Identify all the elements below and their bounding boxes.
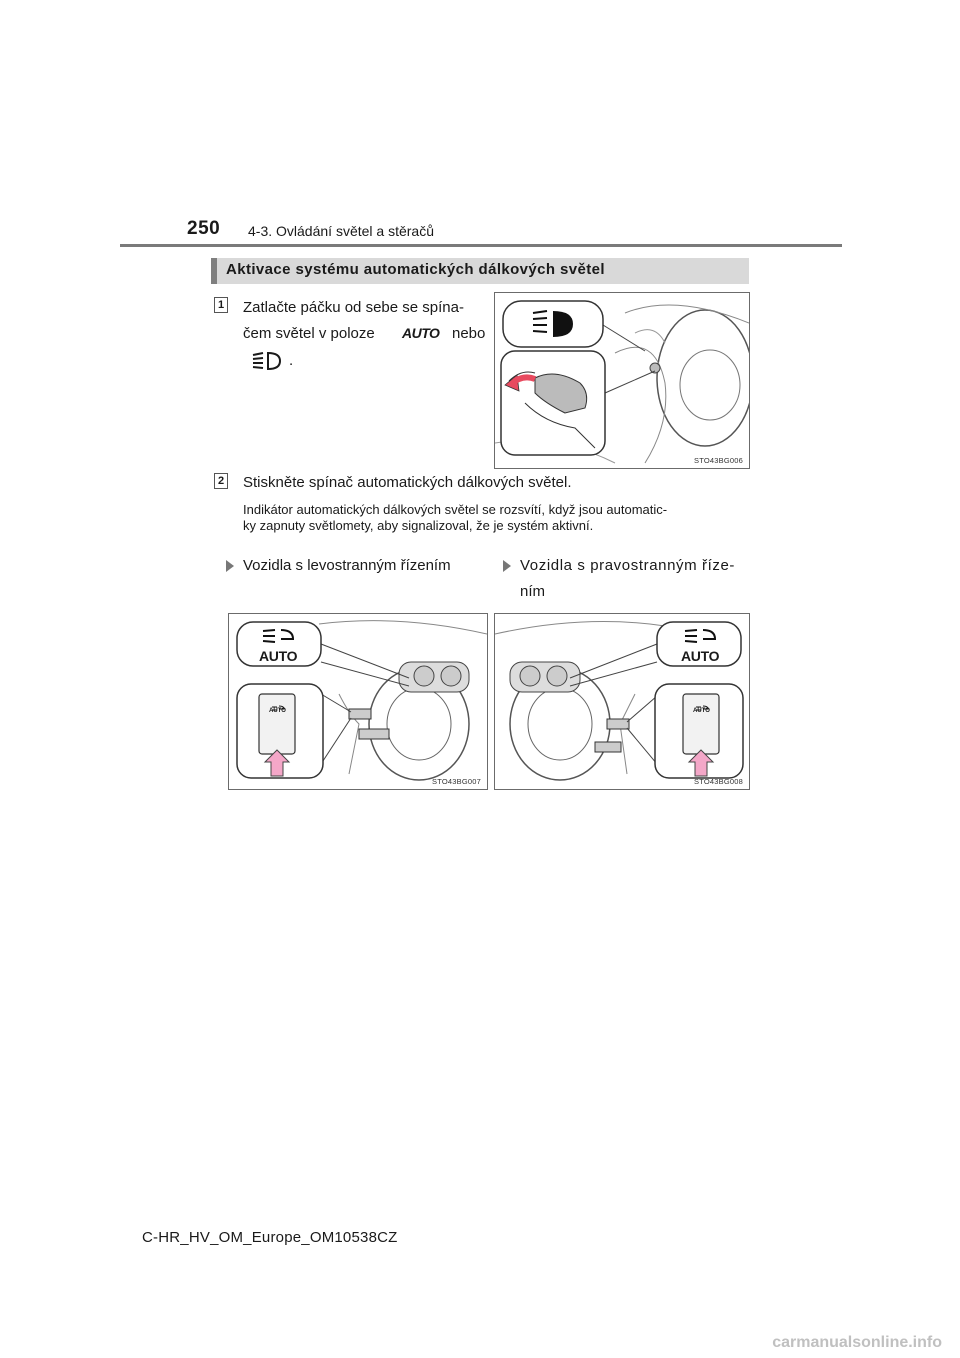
step-1-badge: 1 xyxy=(214,297,228,313)
banner-accent-bar xyxy=(211,258,217,284)
banner-title: Aktivace systému automatických dálkových světel xyxy=(226,261,605,278)
callout-auto-text: AUTO xyxy=(259,648,298,664)
variant-right-label-line2: ním xyxy=(520,583,546,600)
auto-position-icon: AUTO xyxy=(402,325,440,341)
button-headlight-icon xyxy=(271,700,285,708)
step-1-line2a: čem světel v poloze xyxy=(243,325,375,342)
callout-auto-text: AUTO xyxy=(681,648,720,664)
step-2-badge: 2 xyxy=(214,473,228,489)
figure-lever-id: STO43BG006 xyxy=(694,456,743,465)
button-auto-text: AUTO xyxy=(693,708,710,714)
figure-rhd-id: STO43BG008 xyxy=(694,777,743,786)
step-1-period: . xyxy=(289,352,294,369)
step-2-text: Stiskněte spínač automatických dálkových světel. xyxy=(243,474,572,491)
auto-headlight-icon xyxy=(259,626,299,648)
button-auto-text: AUTO xyxy=(269,708,286,714)
variant-left-label: Vozidla s levostranným řízením xyxy=(243,557,451,574)
step-2-note-line1: Indikátor automatických dálkových světel se rozsvítí, když jsou automatic- xyxy=(243,502,668,517)
watermark: carmanualsonline.info xyxy=(772,1334,942,1351)
step-1-line2b: nebo xyxy=(452,325,486,342)
auto-headlight-icon xyxy=(681,626,721,648)
button-headlight-icon xyxy=(695,700,709,708)
bullet-triangle-icon xyxy=(503,560,511,572)
figure-lever xyxy=(494,292,750,469)
figure-lhd-id: STO43BG007 xyxy=(432,777,481,786)
step-2-note-line2: ky zapnuty světlomety, aby signalizoval, že je systém aktivní. xyxy=(243,518,594,533)
step-1-line1: Zatlačte páčku od sebe se spína- xyxy=(243,299,464,316)
bullet-triangle-icon xyxy=(226,560,234,572)
section-title: 4-3. Ovládání světel a stěračů xyxy=(248,223,434,239)
figure-lhd xyxy=(228,613,488,790)
headlight-icon xyxy=(250,350,282,372)
header-rule xyxy=(120,244,842,247)
page-number: 250 xyxy=(187,218,221,239)
figure-rhd xyxy=(494,613,750,790)
variant-right-label-line1: Vozidla s pravostranným říze- xyxy=(520,557,735,574)
document-id: C-HR_HV_OM_Europe_OM10538CZ xyxy=(142,1229,398,1246)
